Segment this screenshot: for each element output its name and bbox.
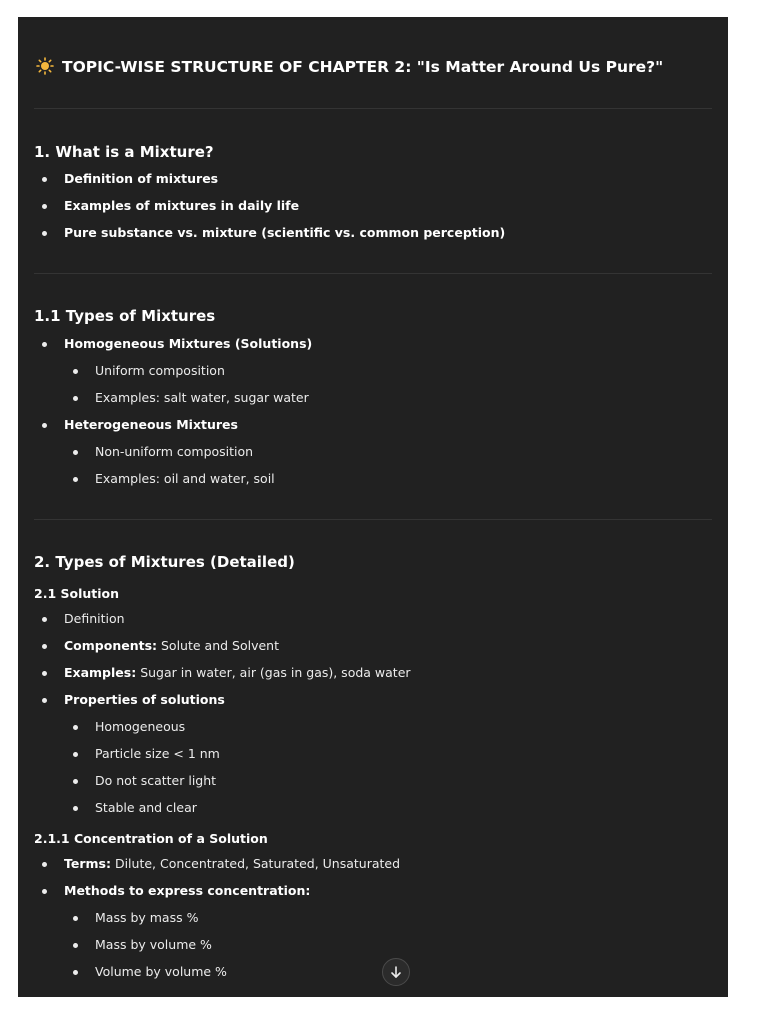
- list-item: Examples: Sugar in water, air (gas in gas), soda water: [64, 665, 411, 680]
- arrow-down-icon: [389, 965, 403, 979]
- list-item: Non-uniform composition: [95, 444, 253, 459]
- list-item: Terms: Dilute, Concentrated, Saturated, Unsaturated: [64, 856, 400, 871]
- list-item: Components: Solute and Solvent: [64, 638, 279, 653]
- list-item: Methods to express concentration:: [64, 883, 310, 898]
- list-item: Stable and clear: [95, 800, 197, 815]
- list-item: Definition of mixtures: [64, 171, 218, 186]
- list-item: Volume by volume %: [95, 964, 227, 979]
- subsection-heading-solution: 2.1 Solution: [34, 586, 120, 601]
- list-item: Pure substance vs. mixture (scientific vs. common perception): [64, 225, 505, 240]
- section-heading-types-detailed: 2. Types of Mixtures (Detailed): [34, 553, 295, 571]
- subsection-heading-concentration: 2.1.1 Concentration of a Solution: [34, 831, 268, 846]
- section-heading-what-is-mixture: 1. What is a Mixture?: [34, 143, 214, 161]
- chat-message-panel: [18, 17, 728, 997]
- list-item: Homogeneous Mixtures (Solutions): [64, 336, 312, 351]
- scroll-to-bottom-button[interactable]: [382, 958, 410, 986]
- sun-icon: [36, 57, 54, 75]
- divider: [34, 519, 712, 520]
- main-title: [36, 57, 663, 76]
- list-item: Homogeneous: [95, 719, 185, 734]
- list-item: Mass by mass %: [95, 910, 198, 925]
- list-item: Definition: [64, 611, 125, 626]
- list-item: Examples of mixtures in daily life: [64, 198, 299, 213]
- list-item: Mass by volume %: [95, 937, 212, 952]
- list-item: Do not scatter light: [95, 773, 216, 788]
- list-item: Particle size < 1 nm: [95, 746, 220, 761]
- main-title-text: TOPIC-WISE STRUCTURE OF CHAPTER 2: "Is Matter Around Us Pure?": [62, 58, 664, 76]
- list-item: Examples: salt water, sugar water: [95, 390, 309, 405]
- divider: [34, 108, 712, 109]
- divider: [34, 273, 712, 274]
- list-item: Examples: oil and water, soil: [95, 471, 275, 486]
- list-item: Properties of solutions: [64, 692, 225, 707]
- list-item: Heterogeneous Mixtures: [64, 417, 238, 432]
- section-heading-types-of-mixtures: 1.1 Types of Mixtures: [34, 307, 216, 325]
- list-item: Uniform composition: [95, 363, 225, 378]
